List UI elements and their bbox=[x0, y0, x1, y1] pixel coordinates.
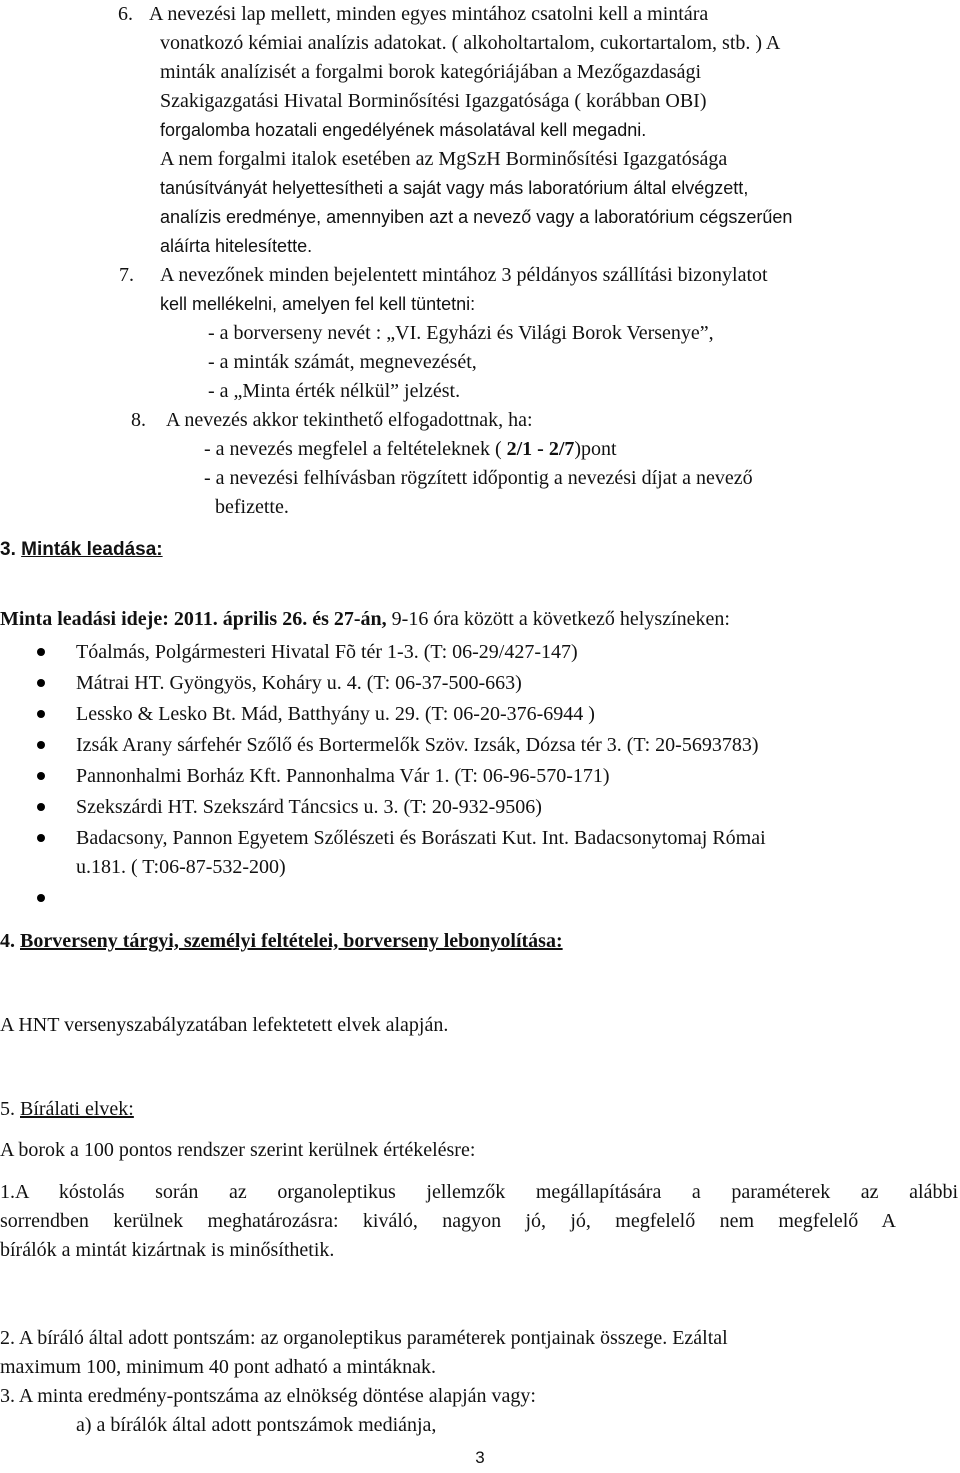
item-7-sub-item: - a minták számát, megnevezését, bbox=[208, 351, 477, 373]
item-7-line: kell mellékelni, amelyen fel kell tüntetni: bbox=[160, 294, 476, 314]
bullet-icon bbox=[37, 679, 45, 687]
section-title: Minták leadása: bbox=[21, 539, 163, 560]
item-6-line: aláírta hitelesítette. bbox=[160, 236, 313, 256]
bullet-icon bbox=[37, 710, 45, 718]
item-8-sub-text: )pont bbox=[574, 438, 617, 460]
page-number: 3 bbox=[475, 1448, 485, 1467]
bullet-icon bbox=[37, 803, 45, 811]
section-5-heading bbox=[0, 1097, 134, 1121]
item-6-line: tanúsítványát helyettesítheti a saját vagy más laboratórium által elvégzett, bbox=[160, 178, 749, 198]
criteria-3-line: 3. A minta eredmény-pontszáma az elnökség döntése alapján vagy: bbox=[0, 1385, 536, 1407]
section-5-text: A borok a 100 pontos rendszer szerint kerülnek értékelésre: bbox=[0, 1139, 476, 1161]
item-8-sub-item bbox=[204, 437, 617, 461]
location-item: Lessko & Lesko Bt. Mád, Batthyány u. 29. (T: 06-20-376-6944 ) bbox=[76, 703, 595, 725]
location-item: Tóalmás, Polgármesteri Hivatal Fõ tér 1-3. (T: 06-29/427-147) bbox=[76, 641, 578, 663]
item-6-number: 6. bbox=[118, 3, 133, 25]
section-title: Bírálati elvek: bbox=[20, 1098, 134, 1120]
section-4-text: A HNT versenyszabályzatában lefektetett elvek alapján. bbox=[0, 1014, 449, 1036]
section-3-heading bbox=[0, 538, 163, 562]
item-8-number: 8. bbox=[131, 409, 146, 431]
location-item: Izsák Arany sárfehér Szőlő és Bortermelők Szöv. Izsák, Dózsa tér 3. (T: 20-5693783) bbox=[76, 734, 759, 756]
bullet-icon bbox=[37, 741, 45, 749]
location-item: Pannonhalmi Borház Kft. Pannonhalma Vár 1. (T: 06-96-570-171) bbox=[76, 765, 610, 787]
location-item: Badacsony, Pannon Egyetem Szőlészeti és Borászati Kut. Int. Badacsonytomaj Római bbox=[76, 827, 766, 849]
bullet-icon bbox=[37, 772, 45, 780]
criteria-3-option: a) a bírálók által adott pontszámok mediánja, bbox=[76, 1414, 437, 1436]
item-7-sub-item: - a borverseny nevét : „VI. Egyházi és Világi Borok Versenye”, bbox=[208, 322, 714, 344]
bullet-icon bbox=[37, 648, 45, 656]
section-4-heading bbox=[0, 929, 563, 953]
deadline-hours: 9-16 óra között a következő helyszíneken: bbox=[386, 608, 730, 630]
item-8-line: A nevezés akkor tekinthető elfogadottnak, ha: bbox=[166, 409, 533, 431]
section-number: 5. bbox=[0, 1098, 20, 1120]
location-item: Mátrai HT. Gyöngyös, Koháry u. 4. (T: 06-37-500-663) bbox=[76, 672, 522, 694]
item-8-sub-item: - a nevezési felhívásban rögzített időpontig a nevezési díjat a nevező bbox=[204, 467, 753, 489]
bullet-icon bbox=[37, 894, 45, 902]
criteria-1-line: 1.A kóstolás során az organoleptikus jellemzők megállapítására a paraméterek az alábbi bbox=[0, 1181, 958, 1203]
item-6-line: forgalomba hozatali engedélyének másolatával kell megadni. bbox=[160, 120, 647, 140]
criteria-2-line: maximum 100, minimum 40 pont adható a mintáknak. bbox=[0, 1356, 437, 1378]
point-range: 2/1 - 2/7 bbox=[506, 438, 575, 460]
item-8-sub-item: befizette. bbox=[215, 496, 289, 518]
location-item: Szekszárdi HT. Szekszárd Táncsics u. 3. (T: 20-932-9506) bbox=[76, 796, 542, 818]
item-6-line: A nem forgalmi italok esetében az MgSzH Borminősítési Igazgatósága bbox=[160, 148, 728, 170]
deadline-date: Minta leadási ideje: 2011. április 26. és 27-án, bbox=[0, 608, 387, 630]
item-7-line: A nevezőnek minden bejelentett mintához 3 példányos szállítási bizonylatot bbox=[160, 264, 768, 286]
location-item-continued: u.181. ( T:06-87-532-200) bbox=[76, 856, 286, 878]
section-number: 4. bbox=[0, 930, 20, 952]
item-7-sub-item: - a „Minta érték nélkül” jelzést. bbox=[208, 380, 461, 402]
item-6-line: vonatkozó kémiai analízis adatokat. ( alkoholtartalom, cukortartalom, stb. ) A bbox=[160, 32, 781, 54]
item-6-line: A nevezési lap mellett, minden egyes mintához csatolni kell a mintára bbox=[149, 3, 709, 25]
criteria-1-line: bírálók a mintát kizártnak is minősíthetik. bbox=[0, 1239, 335, 1261]
item-6-line: analízis eredménye, amennyiben azt a nevező vagy a laboratórium cégszerűen bbox=[160, 207, 793, 227]
item-8-sub-text: - a nevezés megfelel a feltételeknek ( bbox=[204, 438, 507, 460]
item-7-number: 7. bbox=[119, 264, 134, 286]
section-number: 3. bbox=[0, 539, 22, 560]
deadline-line bbox=[0, 607, 730, 631]
item-6-line: Szakigazgatási Hivatal Borminősítési Igazgatósága ( korábban OBI) bbox=[160, 90, 707, 112]
section-title: Borverseny tárgyi, személyi feltételei, borverseny lebonyolítása: bbox=[20, 930, 563, 952]
criteria-2-line: 2. A bíráló által adott pontszám: az organoleptikus paraméterek pontjainak összege. Ezáltal bbox=[0, 1327, 728, 1349]
criteria-1-line: sorrendben kerülnek meghatározásra: kiváló, nagyon jó, jó, megfelelő nem megfelelő A bbox=[0, 1210, 896, 1232]
bullet-icon bbox=[37, 834, 45, 842]
item-6-line: minták analízisét a forgalmi borok kategóriájában a Mezőgazdasági bbox=[160, 61, 702, 83]
